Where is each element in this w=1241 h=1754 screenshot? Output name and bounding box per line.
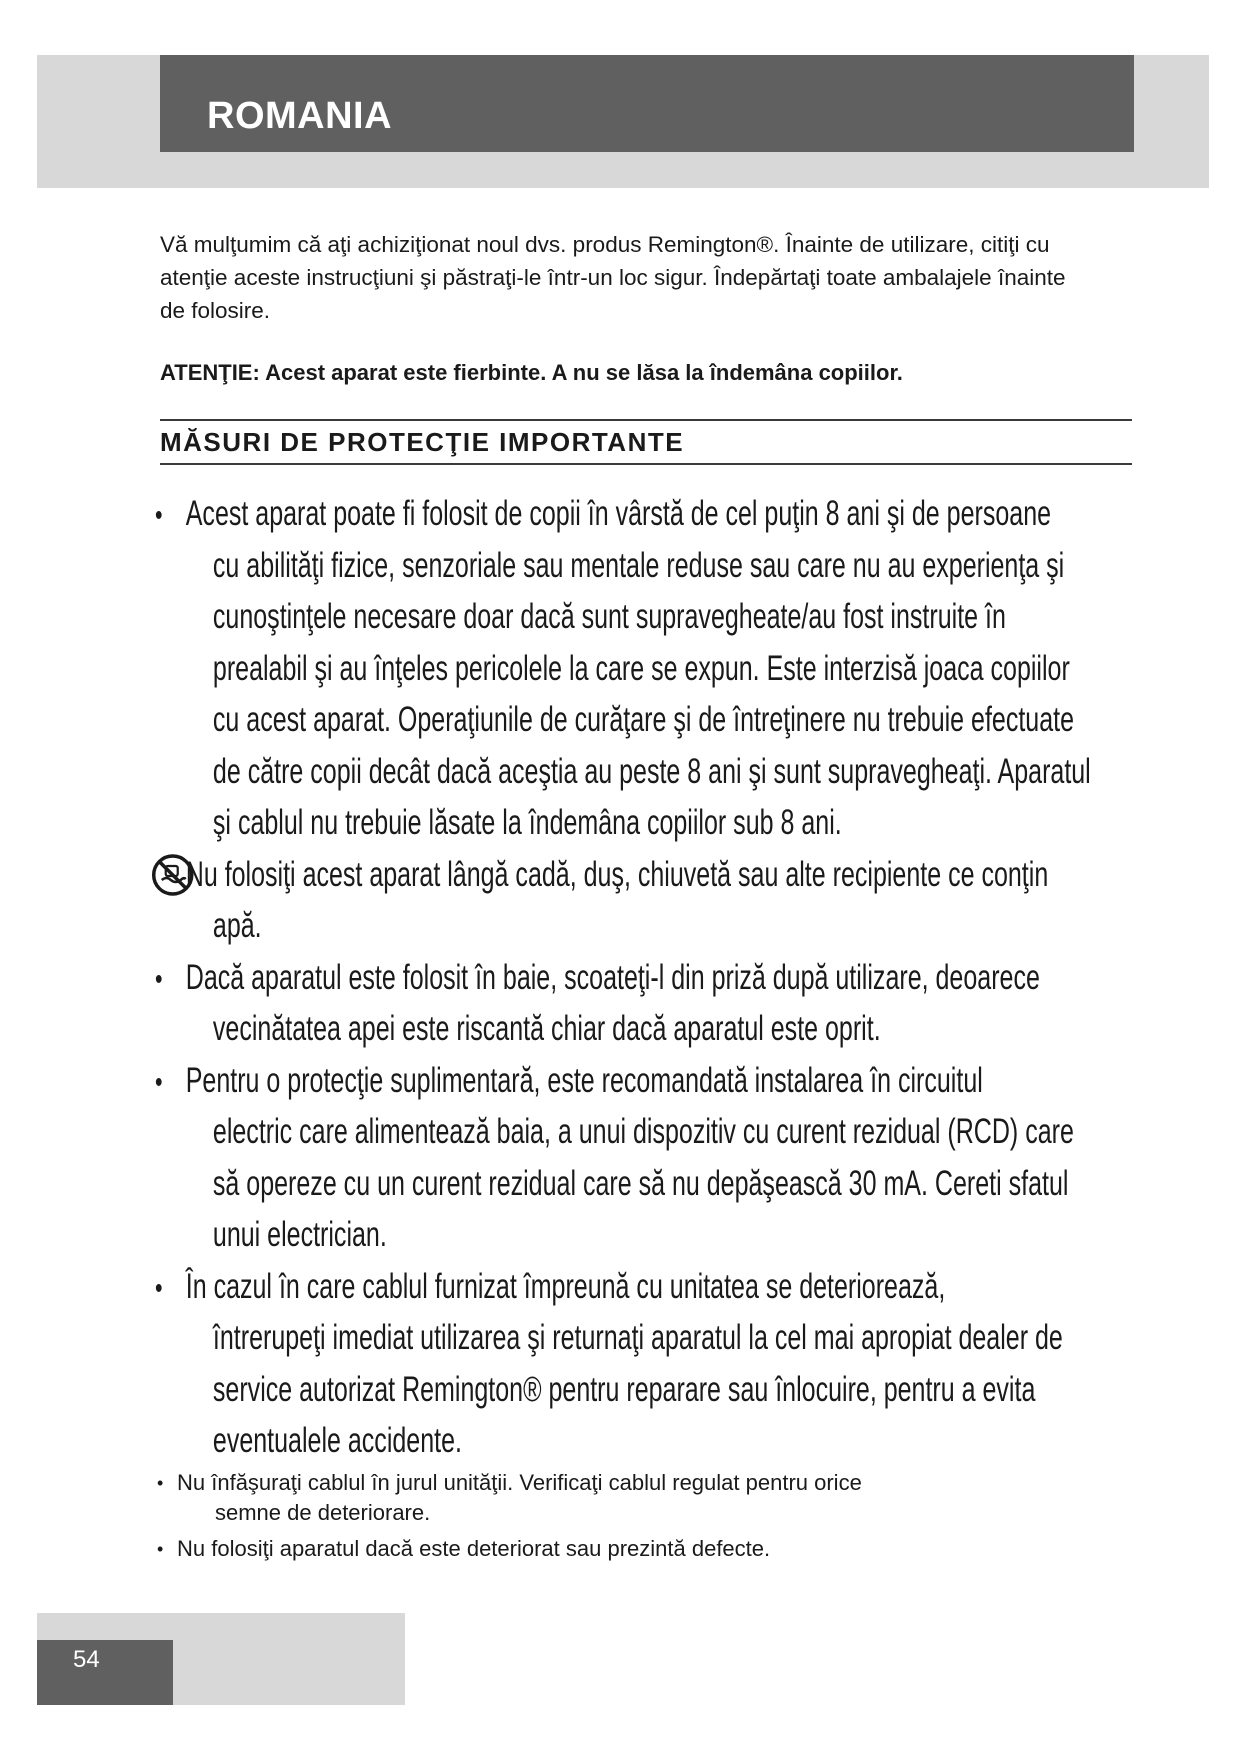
list-item: • În cazul în care cablul furnizat împreună cu unitatea se deteriorează, întrerupeţi imediat utilizarea şi returnaţi aparatul la cel mai apropiat dealer de service autorizat Remington® pentru reparare sau înlocuire, pentru a evita eventualele accidente. xyxy=(155,1261,1145,1467)
intro-line: Vă mulţumim că aţi achiziţionat noul dvs. produs Remington®. Înainte de utilizare, citiţi cu xyxy=(160,232,1050,257)
list-item: • Dacă aparatul este folosit în baie, scoateţi-l din priză după utilizare, deoarece vecinătatea apei este riscantă chiar dacă aparatul este oprit. xyxy=(155,952,1145,1055)
section-title: MĂSURI DE PROTECŢIE IMPORTANTE xyxy=(160,419,1132,465)
list-item: Nu folosiţi acest aparat lângă cadă, duş, chiuvetă sau alte recipiente ce conţin apă. xyxy=(155,849,1145,952)
warning-text: ATENŢIE: Acest aparat este fierbinte. A nu se lăsa la îndemâna copiilor. xyxy=(160,360,903,385)
bullet-icon xyxy=(155,1055,186,1109)
page-title: ROMANIA xyxy=(207,95,393,137)
page-number-box xyxy=(37,1640,173,1705)
safety-list xyxy=(155,488,1145,1467)
additional-safety-list xyxy=(157,1468,957,1570)
list-item: • Acest aparat poate fi folosit de copii în vârstă de cel puţin 8 ani şi de persoane cu abilităţi fizice, senzoriale sau mentale reduse sau care nu au experienţa şi cunoştinţele necesare doar dacă sunt supravegheate/au fost instruite în prealabil şi au înţeles pericolele la care se expun. Este interzisă joaca copiilor cu acest aparat. Operaţiunile de curăţare şi de întreţinere nu trebuie efectuate de către copii decât dacă aceştia au peste 8 ani şi sunt supravegheaţi. Aparatul şi cablul nu trebuie lăsate la îndemâna copiilor sub 8 ani. xyxy=(155,488,1145,849)
intro-paragraph xyxy=(160,228,1120,327)
bullet-icon xyxy=(155,488,186,542)
intro-line: atenţie aceste instrucţiuni şi păstraţi-le într-un loc sigur. Îndepărtaţi toate ambalajele înainte xyxy=(160,265,1066,290)
list-item: • Nu folosiţi aparatul dacă este deteriorat sau prezintă defecte. xyxy=(157,1534,957,1564)
page-number: 54 xyxy=(73,1646,100,1673)
no-water-icon xyxy=(151,853,195,897)
list-item: • Nu înfăşuraţi cablul în jurul unităţii. Verificaţi cablul regulat pentru orice semne de deteriorare. xyxy=(157,1468,957,1528)
intro-line: de folosire. xyxy=(160,298,271,323)
bullet-icon xyxy=(155,952,186,1006)
list-item: • Pentru o protecţie suplimentară, este recomandată instalarea în circuitul electric care alimentează baia, a unui dispozitiv cu curent rezidual (RCD) care să opereze cu un curent rezidual care să nu depăşească 30 mA. Cereti sfatul unui electrician. xyxy=(155,1055,1145,1261)
bullet-icon xyxy=(155,1261,186,1315)
